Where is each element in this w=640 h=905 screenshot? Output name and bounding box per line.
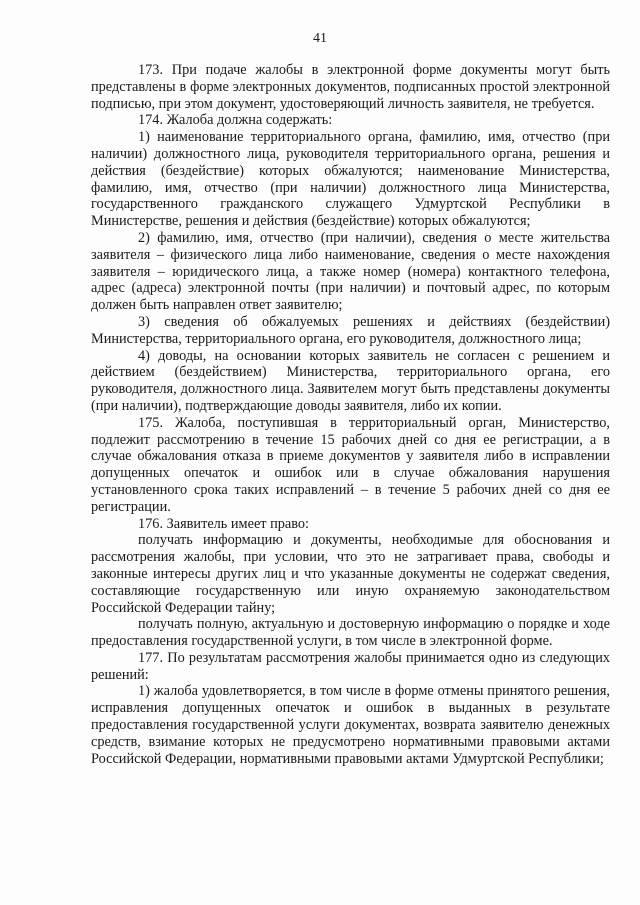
paragraph-174-item-4: 4) доводы, на основании которых заявитель не согласен с решением и действием (бездействием) Министерства, территориального органа, его руководителя, должностного лица. Заявителем могут быть представлены документы (при наличии), подтверждающие доводы заявителя, либо их копии. xyxy=(91,347,610,414)
paragraph-174: 174. Жалоба должна содержать: xyxy=(138,112,333,129)
paragraph-173: 173. При подаче жалобы в электронной форме документы могут быть представлены в форме электронных документов, подписанных простой электронной подписью, при этом документ, удостоверяющий личность заявителя, не требуется. xyxy=(91,62,610,112)
paragraph-177: 177. По результатам рассмотрения жалобы принимается одно из следующих решений: xyxy=(91,649,610,683)
paragraph-174-item-3: 3) сведения об обжалуемых решениях и действиях (бездействии) Министерства, территориального органа, его руководителя, должностного лица; xyxy=(91,313,610,347)
paragraph-174-item-2: 2) фамилию, имя, отчество (при наличии), сведения о месте жительства заявителя – физического лица либо наименование, сведения о месте нахождения заявителя – юридического лица, а также номер (номера) контактного телефона, адрес (адреса) электронной почты (при наличии) и почтовый адрес, по которым должен быть направлен ответ заявителю; xyxy=(91,229,610,314)
paragraph-175: 175. Жалоба, поступившая в территориальный орган, Министерство, подлежит рассмотрению в течение 15 рабочих дней со дня ее регистрации, а в случае обжалования отказа в приеме документов у заявителя либо в исправлении допущенных опечаток и ошибок или в случае обжалования нарушения установленного срока таких исправлений – в течение 5 рабочих дней со дня ее регистрации. xyxy=(91,414,610,515)
paragraph-177-item-1: 1) жалоба удовлетворяется, в том числе в форме отмены принятого решения, исправления допущенных опечаток и ошибок в выданных в результате предоставления государственной услуги документах, возврата заявителю денежных средств, взимание которых не предусмотрено нормативными правовыми актами Российской Федерации, нормативными правовыми актами Удмуртской Республики; xyxy=(91,683,610,767)
paragraph-176-right-2: получать полную, актуальную и достоверную информацию о порядке и ходе предоставления государственной услуги, в том числе в электронной форме. xyxy=(91,616,610,650)
paragraph-176: 176. Заявитель имеет право: xyxy=(138,515,310,532)
paragraph-174-item-1: 1) наименование территориального органа, фамилию, имя, отчество (при наличии) должностного лица, руководителя территориального органа, решения и действия (бездействие) которых обжалуются; наименование Министерства, фамилию, имя, отчество (при наличии) должностного лица Министерства, государственного гражданского служащего Удмуртской Республики в Министерстве, решения и действия (бездействие) которых обжалуются; xyxy=(91,129,610,230)
paragraph-176-right-1: получать информацию и документы, необходимые для обоснования и рассмотрения жалобы, при условии, что это не затрагивает права, свободы и законные интересы других лиц и что указанные документы не содержат сведения, составляющие государственную или иную охраняемую законодательством Российской Федерации тайну; xyxy=(91,532,610,616)
document-body xyxy=(91,62,610,767)
page-number: 41 xyxy=(313,31,327,46)
